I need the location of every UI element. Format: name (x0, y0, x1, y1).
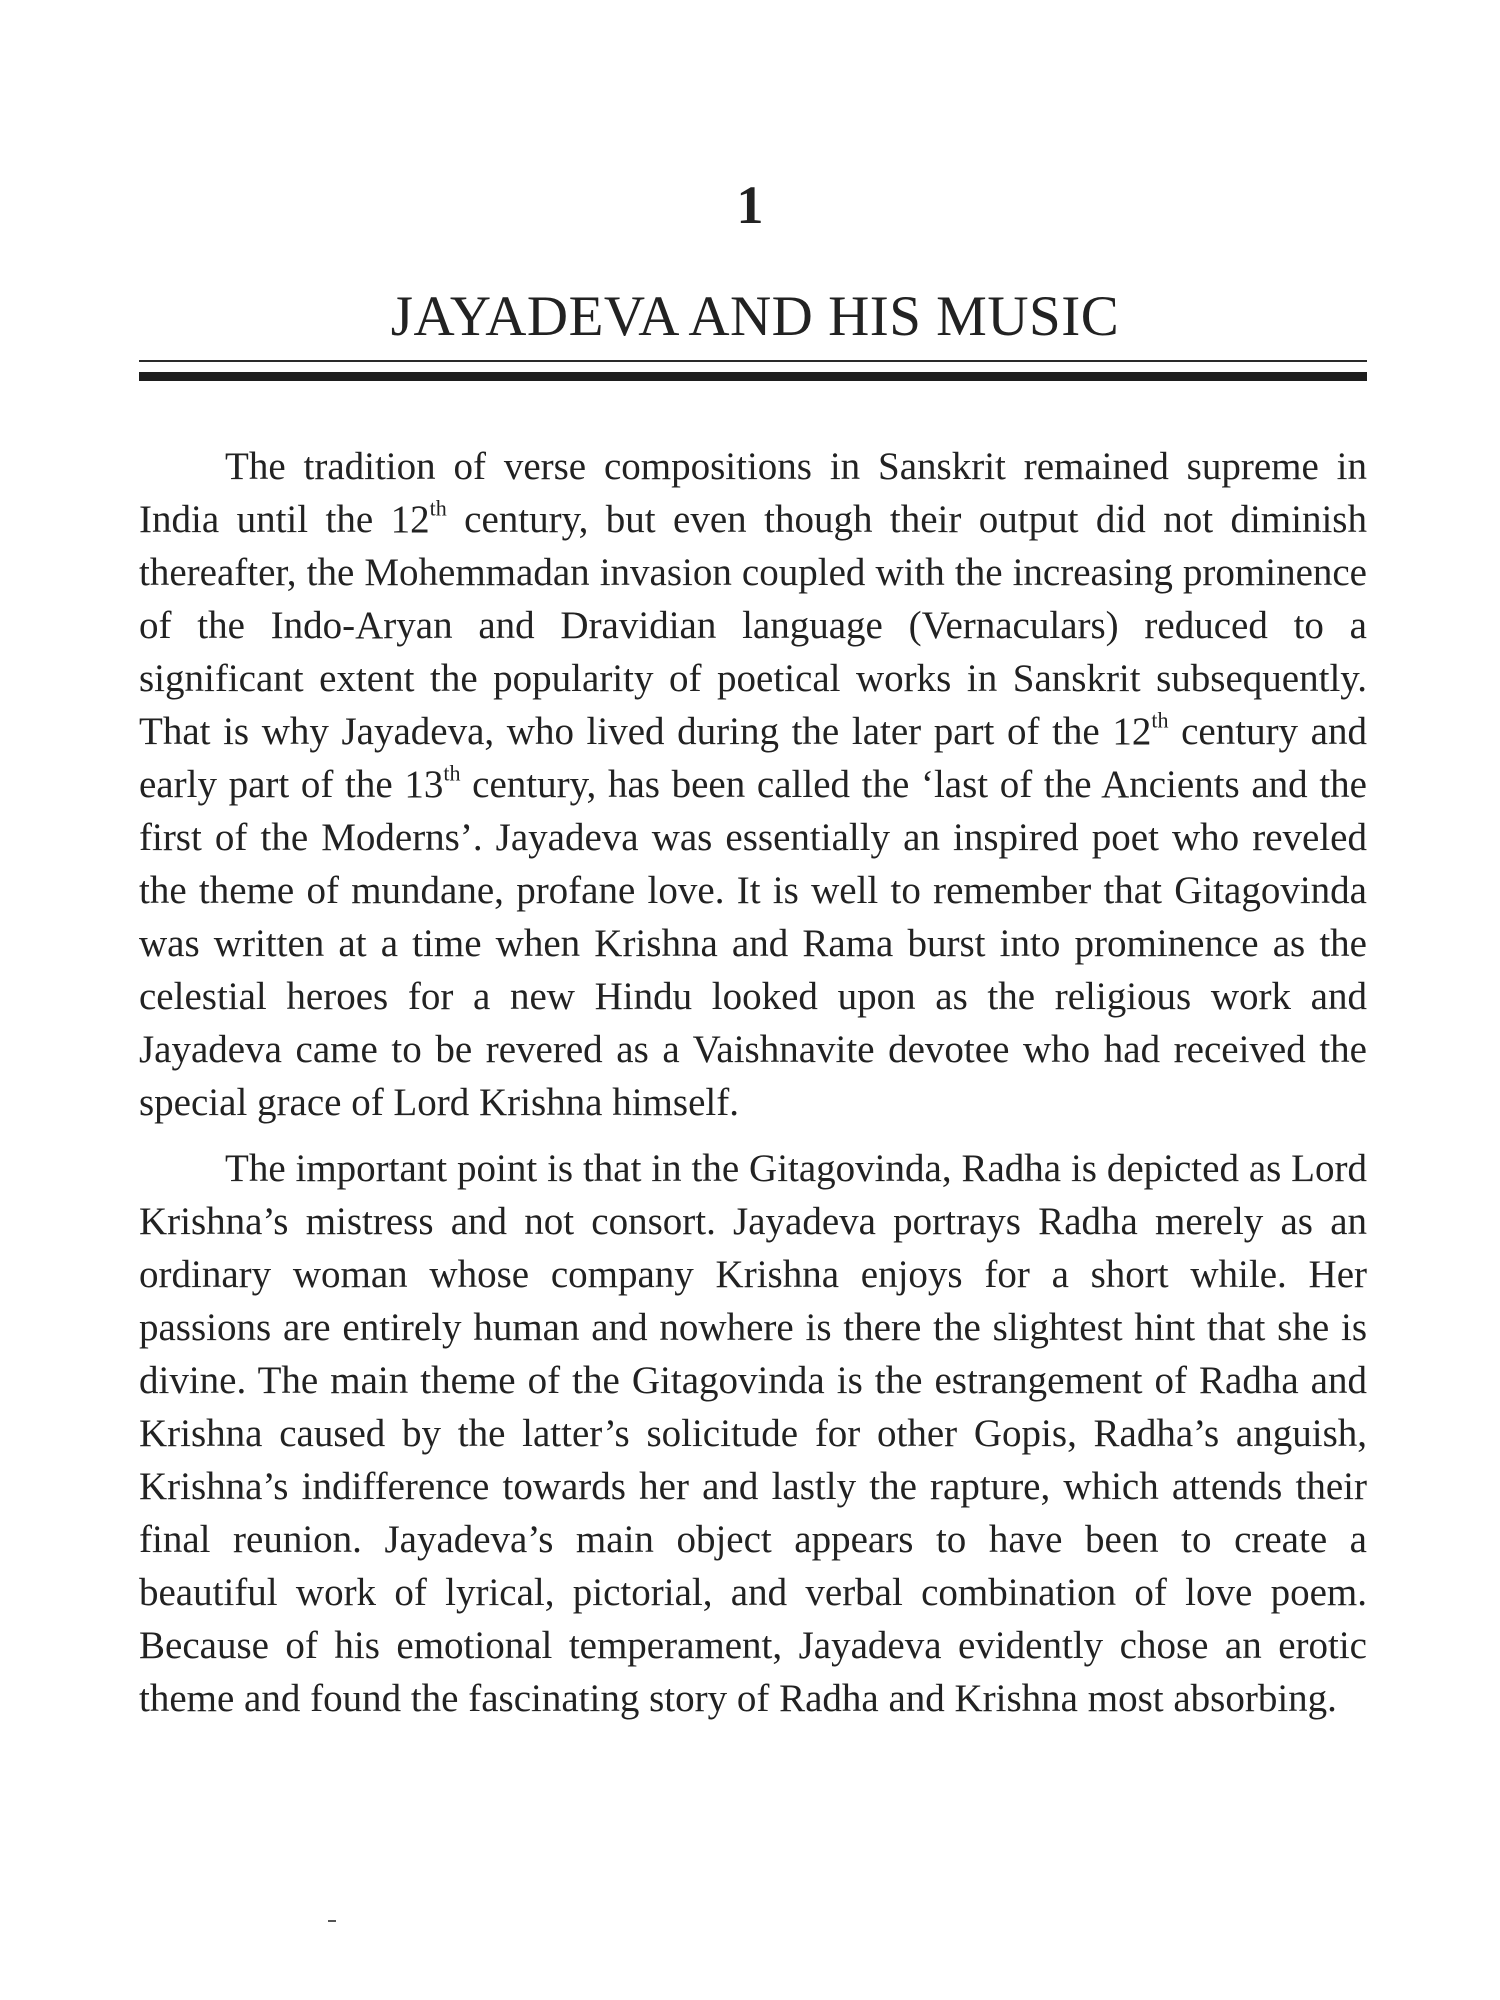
ordinal-superscript: th (1151, 707, 1169, 733)
ordinal-superscript: th (443, 760, 461, 786)
chapter-number: 1 (736, 175, 764, 235)
text-run: The important point is that in the Gitagovinda, Radha is depicted as Lord Krishna’s mistress and not consort. Jayadeva portrays Radha merely as an ordinary woman whose company Krishna enjoys for a short while. Her passions are entirely human and nowhere is there the slightest hint that she is divine. The main theme of the Gitagovinda is the estrangement of Radha and Krishna caused by the latter’s solicitude for other Gopis, Radha’s anguish, Krishna’s indifference towards her and lastly the rapture, which attends their final reunion. Jayadeva’s main object appears to have been to create a beautiful work of lyrical, pictorial, and verbal combination of love poem. Because of his emotional temperament, Jayadeva evidently chose an erotic theme and found the fascinating story of Radha and Krishna most absorbing. (139, 1147, 1367, 1720)
page-speck (328, 1920, 336, 1922)
text-run: century and early part of the 13 (139, 710, 1367, 806)
chapter-title: JAYADEVA AND HIS MUSIC (390, 285, 1120, 348)
text-run: century, has been called the ‘last of the Ancients and the first of the Moderns’. Jayadeva was essentially an inspired poet who reveled the theme of mundane, profane love. It is well to remember that Gitagovinda was written at a time when Krishna and Rama burst into prominence as the celestial heroes for a new Hindu looked upon as the religious work and Jayadeva came to be revered as a Vaishnavite devotee who had received the special grace of Lord Krishna himself. (139, 763, 1367, 1124)
paragraph-1 (139, 440, 1367, 1129)
ordinal-superscript: th (429, 495, 447, 521)
text-run: The tradition of verse compositions in Sanskrit remained supreme in India until the 12 (139, 445, 1367, 541)
body-text (139, 440, 1367, 1725)
title-rule-thick (139, 372, 1367, 381)
text-run: century, but even though their output did not diminish thereafter, the Mohemmadan invasion coupled with the increasing prominence of the Indo-Aryan and Dravidian language (Vernaculars) reduced to a significant extent the popularity of poetical works in Sanskrit subsequently. That is why Jayadeva, who lived during the later part of the 12 (139, 498, 1367, 753)
title-rule-thin (139, 360, 1367, 362)
paragraph-2 (139, 1142, 1367, 1725)
